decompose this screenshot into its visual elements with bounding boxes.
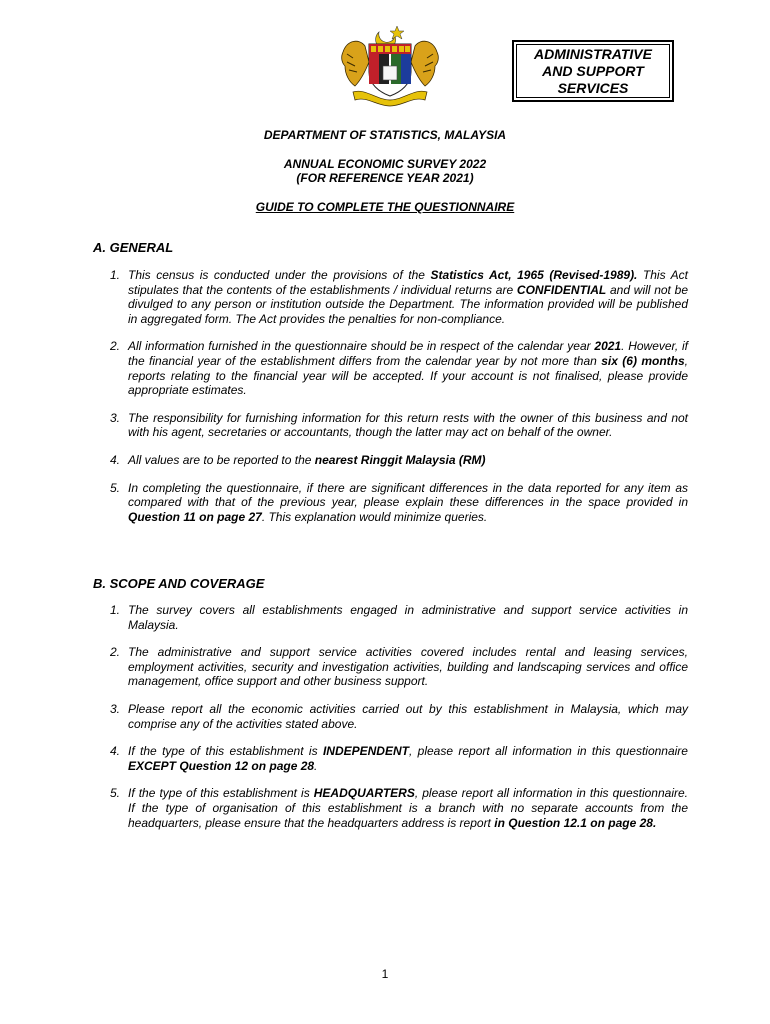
list-item xyxy=(110,453,688,468)
coat-of-arms-emblem xyxy=(335,22,445,108)
reference-year: (FOR REFERENCE YEAR 2021) xyxy=(296,171,474,185)
item-text: The survey covers all establishments engaged in administrative and support service activities in Malaysia. xyxy=(128,603,688,632)
item-text: The responsibility for furnishing information for this return rests with the owner of this business and not with his agent, secretaries or accountants, though the latter may act on behalf of the owner. xyxy=(128,410,688,440)
survey-title: ANNUAL ECONOMIC SURVEY 2022 xyxy=(283,157,487,171)
item-number: 2. xyxy=(110,645,121,660)
department-title: DEPARTMENT OF STATISTICS, MALAYSIA xyxy=(263,128,507,142)
section-b-list xyxy=(110,603,688,830)
item-text: If the type of this establishment is HEADQUARTERS, please report all information in this questionnaire. If the type of organisation of this establishment is a branch with no separate accounts from the headquarters, please ensure that the headquarters address is report in Question 12.1 on page 28. xyxy=(128,786,688,830)
section-a-list xyxy=(110,268,688,524)
list-item xyxy=(110,702,688,731)
item-text: If the type of this establishment is INDEPENDENT, please report all information in this questionnaire EXCEPT Question 12 on page 28. xyxy=(128,744,688,773)
item-text: Please report all the economic activities carried out by this establishment in Malaysia, which may comprise any of the activities stated above. xyxy=(128,701,688,731)
list-item xyxy=(110,786,688,830)
list-item xyxy=(110,268,688,326)
section-b-heading: B. SCOPE AND COVERAGE xyxy=(93,576,265,591)
report-type-line-3: SERVICES xyxy=(557,79,629,96)
item-number: 4. xyxy=(110,452,121,467)
section-a-heading: A. GENERAL xyxy=(93,240,174,255)
item-number: 5. xyxy=(110,480,121,495)
report-type-line-2: AND SUPPORT xyxy=(542,62,644,79)
guide-title: GUIDE TO COMPLETE THE QUESTIONNAIRE xyxy=(255,200,515,214)
item-number: 3. xyxy=(110,410,121,425)
item-number: 2. xyxy=(110,339,121,354)
item-text: All information furnished in the questionnaire should be in respect of the calendar year 2021. However, if the financial year of the establishment differs from the calendar year by not more than six (6) months, reports relating to the financial year will be accepted. If your account is not finalised, please provide appropriate estimates. xyxy=(128,339,688,398)
item-number: 4. xyxy=(110,744,121,759)
report-type-line-1: ADMINISTRATIVE xyxy=(534,45,652,62)
list-item xyxy=(110,645,688,689)
item-text: The administrative and support service activities covered includes rental and leasing services, employment activities, security and investigation activities, building and landscaping services and office management, office support and other business support. xyxy=(128,645,688,689)
item-number: 5. xyxy=(110,786,121,801)
list-item xyxy=(110,339,688,397)
item-number: 1. xyxy=(110,268,121,282)
item-text: This census is conducted under the provisions of the Statistics Act, 1965 (Revised-1989). This Act stipulates that the contents of the establishments / individual returns are CONFIDENTIAL and will not be divulged to any person or institution outside the Department. The information provided will be published in aggregated form. The Act provides the penalties for non-compliance. xyxy=(128,268,689,326)
item-number: 3. xyxy=(110,701,121,716)
report-type-box xyxy=(512,40,674,102)
list-item xyxy=(110,411,688,440)
list-item xyxy=(110,481,688,525)
item-number: 1. xyxy=(110,603,121,617)
list-item xyxy=(110,603,688,632)
item-text: In completing the questionnaire, if there are significant differences in the data reported for any item as compared with that of the previous year, please explain these differences in the space provided in Question 11 on page 27. This explanation would minimize queries. xyxy=(128,480,688,524)
list-item xyxy=(110,744,688,773)
page-number: 1 xyxy=(381,967,389,981)
item-text: All values are to be reported to the nearest Ringgit Malaysia (RM) xyxy=(128,452,486,467)
